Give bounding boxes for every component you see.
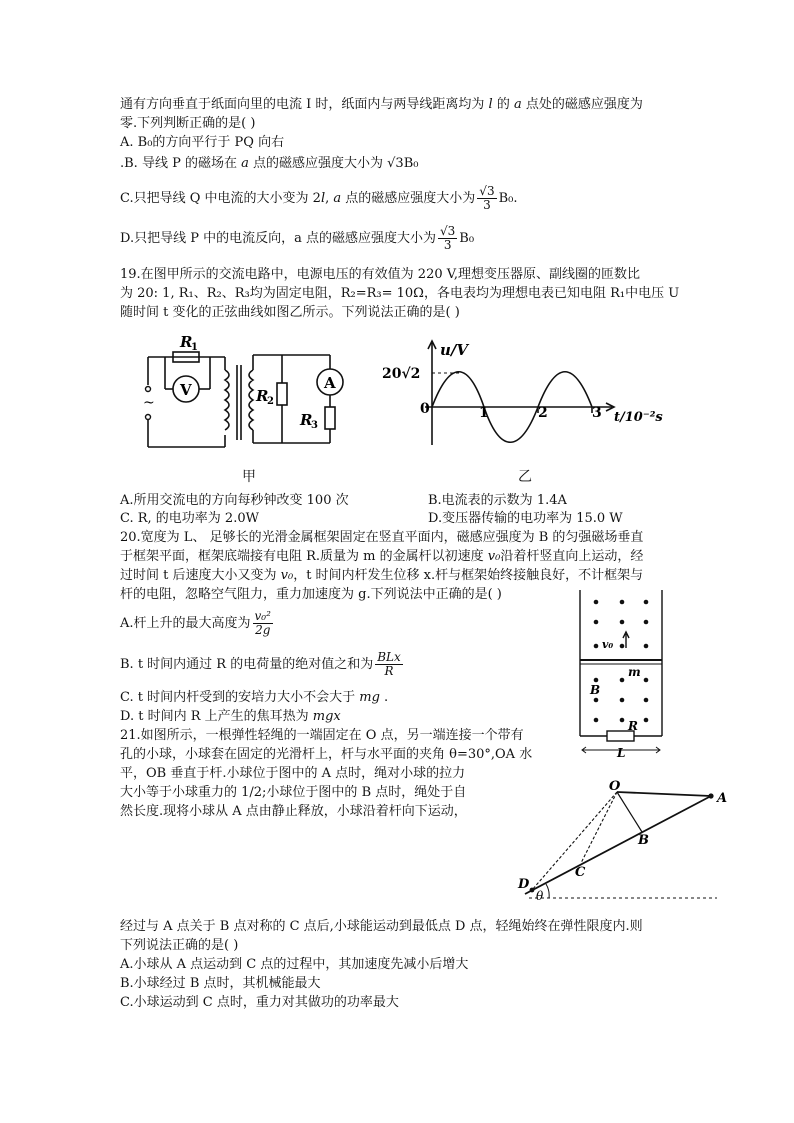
tick-label-3: 3 xyxy=(592,405,602,421)
q19-stem-line1: 19.在图甲所示的交流电路中，电源电压的有效值为 220 V,理想变压器原、副线圈的匝数比 xyxy=(120,267,641,282)
origin-label: 0 xyxy=(420,401,430,417)
q21-stem-line5: 然长度.现将小球从 A 点由静止释放，小球沿着杆向下运动， xyxy=(120,804,467,819)
q19-sine-graph xyxy=(380,335,670,450)
mass-label: m xyxy=(628,665,641,679)
q18-stem-line2: 零.下列判断正确的是( ) xyxy=(120,116,256,131)
q20-stem-line1: 20.宽度为 L、 足够长的光滑金属框架固定在竖直平面内，磁感应强度为 B 的匀强磁场垂直 xyxy=(120,530,644,545)
q19-circuit-figure xyxy=(130,325,350,455)
resistor-label: R xyxy=(628,719,638,733)
q20-frame-figure xyxy=(572,588,672,758)
point-a-label: A xyxy=(717,791,728,806)
ammeter-label: A xyxy=(324,374,336,392)
q21-stem-line2: 孔的小球，小球套在固定的光滑杆上，杆与水平面的夹角 θ=30°,OA 水 xyxy=(120,747,533,762)
q21-option-a: A.小球从 A 点运动到 C 点的过程中，其加速度先减小后增大 xyxy=(120,957,469,972)
figure-caption-jia: 甲 xyxy=(242,469,256,485)
q20-stem-line3: 过时间 t 后速度大小又变为 v₀，t 时间内杆发生位移 x.杆与框架始终接触良好，不计框架与 xyxy=(120,568,644,583)
q20-option-b: B. t 时间内通过 R 的电荷量的绝对值之和为 $\frac{\text{BLx}}{R}$ xyxy=(120,650,401,678)
q21-option-b: B.小球经过 B 点时，其机械能最大 xyxy=(120,976,321,991)
tick-label-1: 1 xyxy=(479,405,489,421)
q20-b-fraction: $\frac{\text{BLx}}{R}$ xyxy=(377,650,401,678)
q21-stem-line3: 平，OB 垂直于杆.小球位于图中的 A 点时，绳对小球的拉力 xyxy=(120,766,466,781)
q18-c-fraction: $\frac{√3}{3}$ xyxy=(479,184,495,212)
figure-caption-yi: 乙 xyxy=(518,469,532,485)
width-label: L xyxy=(617,746,626,758)
point-b-label: B xyxy=(638,833,649,848)
q18-option-a: A. B₀的方向平行于 PQ 向右 xyxy=(120,135,285,150)
q19-option-b: B.电流表的示数为 1.4A xyxy=(428,493,567,508)
label-r3: R xyxy=(300,411,313,429)
q21-stem-line1: 21.如图所示，一根弹性轻绳的一端固定在 O 点，另一端连接一个带有 xyxy=(120,728,524,743)
q20-option-a: A.杆上升的最大高度为 $\frac{\text{v₀²}}{2g}$ xyxy=(120,609,271,637)
ac-source-symbol: ~ xyxy=(143,395,155,411)
q20-stem-line4: 杆的电阻，忽略空气阻力，重力加速度为 g.下列说法中正确的是( ) xyxy=(120,587,502,602)
q18-option-b: .B. 导线 P 的磁场在 a 点的磁感应强度大小为 √3B₀ xyxy=(120,156,419,171)
q19-option-a: A.所用交流电的方向每秒钟改变 100 次 xyxy=(120,493,349,508)
label-r1-sub: 1 xyxy=(191,342,198,353)
voltmeter-label: V xyxy=(180,381,192,399)
q19-stem-line2: 为 20: 1, R₁、R₂、R₃均为固定电阻，R₂=R₃= 10Ω，各电表均为理想电表已知电阻 R₁中电压 U xyxy=(120,286,680,301)
q19-option-d: D.变压器传输的电功率为 15.0 W xyxy=(428,511,623,526)
q18-d-fraction: $\frac{√3}{3}$ xyxy=(440,224,456,252)
label-r2-sub: 2 xyxy=(267,396,274,407)
label-r3-sub: 3 xyxy=(311,420,318,431)
tick-label-2: 2 xyxy=(538,405,548,421)
q21-stem-line4: 大小等于小球重力的 1/2;小球位于图中的 B 点时，绳处于自 xyxy=(120,785,467,800)
point-d-label: D xyxy=(518,877,530,892)
label-r2: R xyxy=(256,387,269,405)
q21-rod-figure xyxy=(505,776,735,904)
q20-option-c: C. t 时间内杆受到的安培力大小不会大于 mg . xyxy=(120,690,389,705)
q19-stem-line3: 随时间 t 变化的正弦曲线如图乙所示。下列说法正确的是( ) xyxy=(120,305,460,320)
q21-option-c: C.小球运动到 C 点时，重力对其做功的功率最大 xyxy=(120,995,399,1010)
q20-stem-line2: 于框架平面，框架底端接有电阻 R.质量为 m 的金属杆以初速度 v₀沿着杆竖直向上运动，经 xyxy=(120,549,644,564)
point-c-label: C xyxy=(575,865,586,880)
q18-stem-line1: 通有方向垂直于纸面向里的电流 I 时，纸面内与两导线距离均为 l 的 a 点处的磁感应强度为 xyxy=(120,97,643,112)
y-axis-label: u/V xyxy=(440,341,469,359)
q18-option-d: D.只把导线 P 中的电流反向，a 点的磁感应强度大小为 $\frac{√3}{3}$ B₀ xyxy=(120,224,475,252)
point-o-label: O xyxy=(609,779,621,794)
q18-option-c: C.只把导线 Q 中电流的大小变为 2l, a 点的磁感应强度大小为 $\frac{√3}{3}$ B₀. xyxy=(120,184,518,212)
q20-option-d: D. t 时间内 R 上产生的焦耳热为 mgx xyxy=(120,709,341,724)
field-label: B xyxy=(590,683,601,697)
q20-a-fraction: $\frac{\text{v₀²}}{2g}$ xyxy=(254,609,271,637)
v0-label: v₀ xyxy=(602,638,614,651)
x-axis-label: t/10⁻²s xyxy=(614,410,663,425)
q21-stem-line6: 经过与 A 点关于 B 点对称的 C 点后,小球能运动到最低点 D 点，轻绳始终在弹性限度内.则 xyxy=(120,919,643,934)
label-r1: R xyxy=(180,333,193,351)
q21-stem-line7: 下列说法正确的是( ) xyxy=(120,938,239,953)
q19-option-c: C. R, 的电功率为 2.0W xyxy=(120,511,259,526)
angle-theta-label: θ xyxy=(536,889,544,903)
amplitude-label: 20√2 xyxy=(382,366,421,382)
